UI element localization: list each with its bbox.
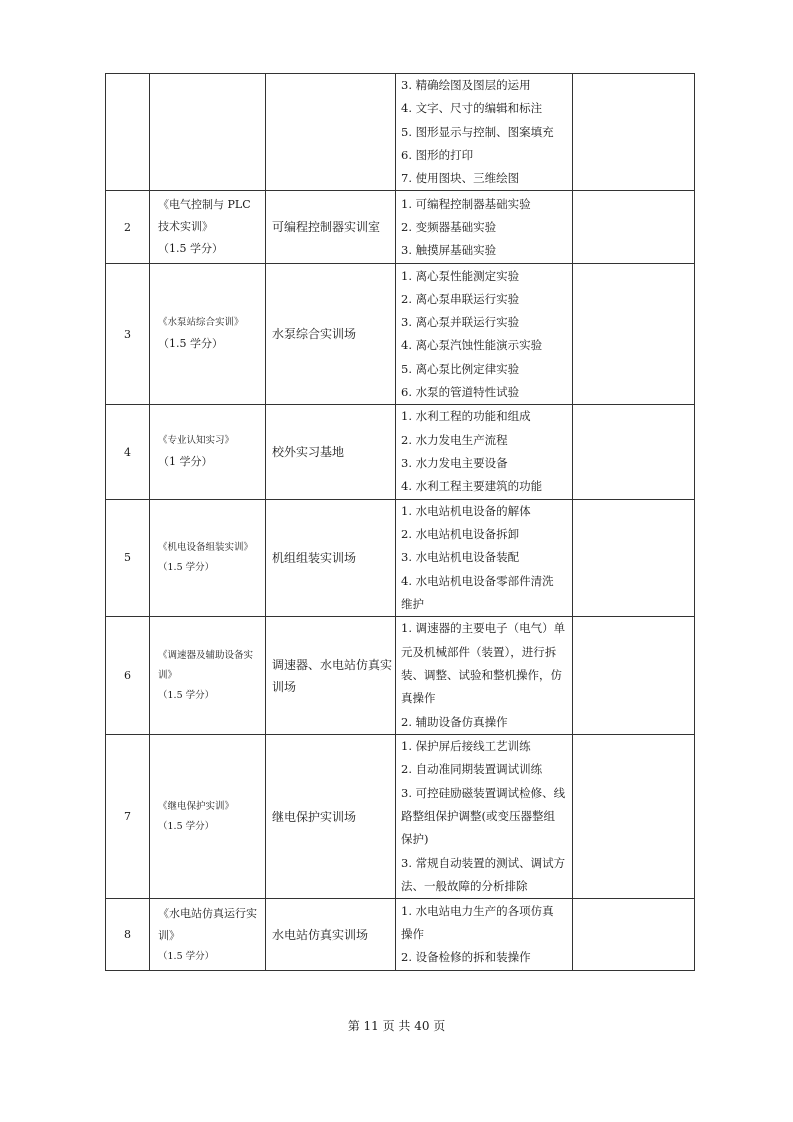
- item-text: 保护): [401, 832, 429, 847]
- course-credits: （1.5 学分）: [158, 689, 215, 701]
- item-text: 7. 使用图块、三维绘图: [401, 171, 520, 186]
- course-cell: [150, 264, 266, 405]
- item-text: 5. 离心泵比例定律实验: [401, 361, 520, 376]
- note-cell: [573, 74, 695, 191]
- course-name: 技术实训》: [158, 220, 213, 234]
- table-row: [106, 405, 695, 499]
- course-name: 《调速器及辅助设备实: [158, 649, 254, 661]
- training-table: [105, 73, 695, 971]
- venue-cell: 机组组装实训场: [266, 499, 396, 616]
- item-text: 3. 常规自动装置的测试、调试方: [401, 855, 566, 870]
- items-cell: [396, 74, 573, 191]
- item-text: 2. 变频器基础实验: [401, 219, 497, 234]
- row-number: 6: [106, 617, 150, 735]
- course-name: 《电气控制与 PLC: [158, 198, 251, 212]
- course-name: 《水泵站综合实训》: [158, 317, 244, 329]
- items-cell: [396, 735, 573, 899]
- note-cell: [573, 899, 695, 971]
- item-text: 4. 水电站机电设备零部件清洗: [401, 573, 554, 588]
- note-cell: [573, 617, 695, 735]
- course-credits: （1.5 学分）: [158, 337, 223, 351]
- course-name: 《专业认知实习》: [158, 435, 235, 447]
- row-number: 4: [106, 405, 150, 499]
- item-text: 3. 精确绘图及图层的运用: [401, 78, 531, 92]
- item-text: 2. 水电站机电设备拆卸: [401, 526, 520, 541]
- item-text: 装、调整、试验和整机操作，仿: [401, 668, 562, 682]
- item-text: 路整组保护调整(或变压器整组: [401, 809, 555, 824]
- items-cell: [396, 405, 573, 499]
- item-text: 1. 水利工程的功能和组成: [401, 409, 531, 424]
- item-text: 1. 水电站电力生产的各项仿真: [401, 903, 554, 918]
- item-text: 3. 水电站机电设备装配: [401, 550, 520, 565]
- item-text: 4. 离心泵汽蚀性能演示实验: [401, 338, 543, 353]
- course-credits: （1.5 学分）: [158, 242, 223, 256]
- row-number: 7: [106, 735, 150, 899]
- course-name: 《继电保护实训》: [158, 800, 235, 812]
- course-cell: [150, 617, 266, 735]
- venue-cell: [266, 617, 396, 735]
- table-row: [106, 735, 695, 899]
- table-row: [106, 899, 695, 971]
- items-cell: [396, 617, 573, 735]
- item-text: 6. 水泵的管道特性试验: [401, 385, 520, 400]
- venue-cell: 校外实习基地: [266, 405, 396, 499]
- item-text: 3. 离心泵并联运行实验: [401, 315, 520, 330]
- note-cell: [573, 735, 695, 899]
- item-text: 1. 保护屏后接线工艺训练: [401, 739, 531, 754]
- note-cell: [573, 264, 695, 405]
- item-text: 法、一般故障的分析排除: [401, 878, 528, 893]
- item-text: 操作: [401, 927, 424, 942]
- note-cell: [573, 191, 695, 264]
- course-credits: （1 学分）: [158, 455, 213, 469]
- item-text: 3. 水力发电主要设备: [401, 456, 508, 471]
- course-cell: [150, 191, 266, 264]
- item-text: 5. 图形显示与控制、图案填充: [401, 124, 554, 139]
- course-name: 《水电站仿真运行实: [158, 906, 257, 920]
- venue-cell: [266, 74, 396, 191]
- table-row: [106, 74, 695, 191]
- row-number: 2: [106, 191, 150, 264]
- course-name: 《机电设备组装实训》: [158, 541, 254, 553]
- row-number: 3: [106, 264, 150, 405]
- item-text: 2. 水力发电生产流程: [401, 432, 508, 447]
- item-text: 维护: [401, 596, 424, 611]
- item-text: 6. 图形的打印: [401, 147, 474, 162]
- items-cell: [396, 264, 573, 405]
- item-text: 真操作: [401, 691, 436, 706]
- course-credits: （1.5 学分）: [158, 561, 215, 573]
- course-cell: [150, 74, 266, 191]
- venue-cell: 水电站仿真实训场: [266, 899, 396, 971]
- item-text: 1. 离心泵性能测定实验: [401, 268, 520, 283]
- item-text: 2. 辅助设备仿真操作: [401, 714, 508, 729]
- item-text: 元及机械部件（装置），进行拆: [401, 644, 557, 659]
- course-cell: [150, 899, 266, 971]
- course-name: 训》: [158, 669, 178, 681]
- page-footer: 第 11 页 共 40 页: [347, 1019, 446, 1033]
- course-cell: [150, 405, 266, 499]
- item-text: 1. 调速器的主要电子（电气）单: [401, 621, 566, 636]
- row-number: 5: [106, 499, 150, 616]
- row-number: 8: [106, 899, 150, 971]
- item-text: 3. 触摸屏基础实验: [401, 243, 497, 258]
- course-name: 训》: [158, 928, 180, 942]
- item-text: 2. 离心泵串联运行实验: [401, 291, 520, 306]
- venue-cell: 继电保护实训场: [266, 735, 396, 899]
- course-cell: [150, 499, 266, 616]
- item-text: 1. 可编程控制器基础实验: [401, 196, 531, 211]
- item-text: 3. 可控硅励磁装置调试检修、线: [401, 785, 566, 800]
- item-text: 1. 水电站机电设备的解体: [401, 503, 531, 518]
- items-cell: [396, 191, 573, 264]
- venue-text: 训场: [272, 679, 297, 694]
- venue-cell: 水泵综合实训场: [266, 264, 396, 405]
- venue-text: 调速器、水电站仿真实: [272, 657, 393, 672]
- venue-cell: 可编程控制器实训室: [266, 191, 396, 264]
- item-text: 2. 设备检修的拆和装操作: [401, 950, 531, 965]
- row-number: [106, 74, 150, 191]
- items-cell: [396, 899, 573, 971]
- course-cell: [150, 735, 266, 899]
- table-row: [106, 499, 695, 616]
- item-text: 4. 文字、尺寸的编辑和标注: [401, 101, 543, 116]
- item-text: 4. 水利工程主要建筑的功能: [401, 479, 543, 494]
- items-cell: [396, 499, 573, 616]
- course-credits: （1.5 学分）: [158, 820, 215, 832]
- note-cell: [573, 405, 695, 499]
- item-text: 2. 自动准同期装置调试训练: [401, 762, 543, 777]
- table-row: [106, 264, 695, 405]
- table-row: [106, 191, 695, 264]
- table-row: [106, 617, 695, 735]
- course-credits: （1.5 学分）: [158, 950, 215, 962]
- note-cell: [573, 499, 695, 616]
